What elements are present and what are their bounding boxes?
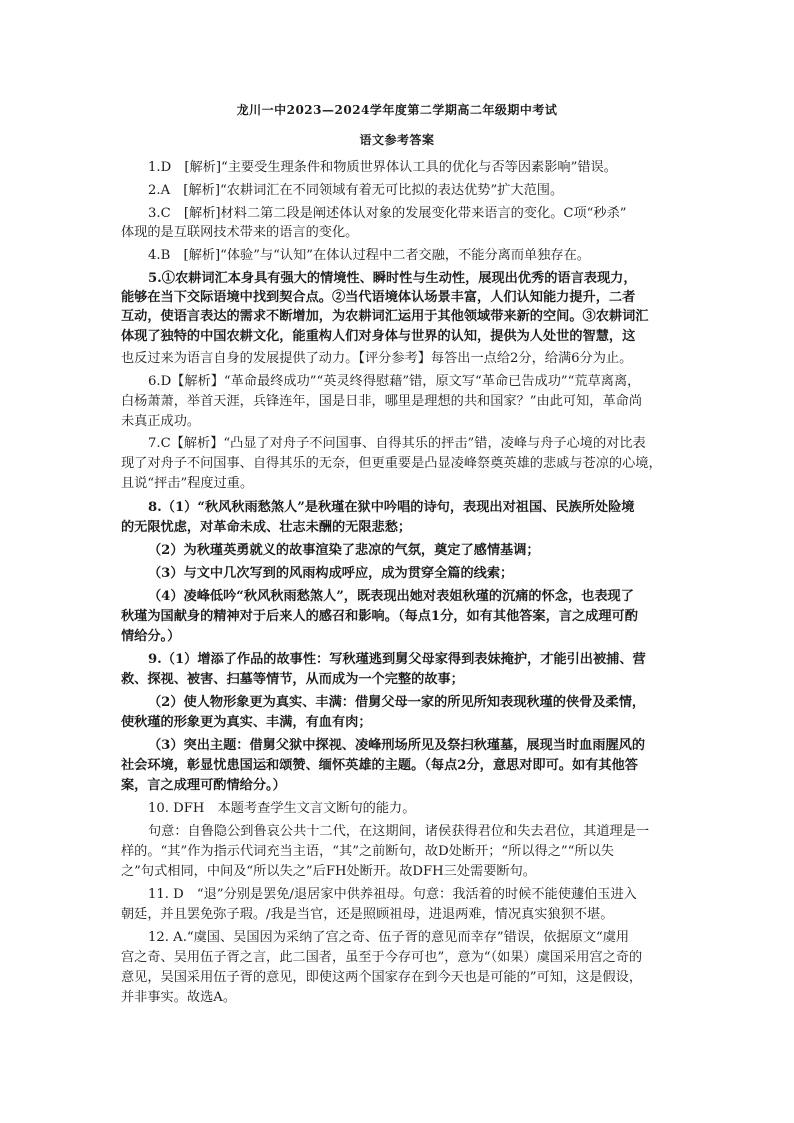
answer-8-point-4: （4）凌峰低吟“秋风秋雨愁煞人”，既表现出她对表姐秋瑾的沉痛的怀念，也表现了: [148, 589, 634, 604]
answer-8: 8.（1）“秋风秋雨愁煞人”是秋瑾在狱中吟唱的诗句，表现出对祖国、民族所处险境: [148, 500, 635, 515]
answer-9-cont: 使秋瑾的形象更为真实、丰满，有血有肉；: [121, 715, 372, 730]
answer-6: 6.D【解析】“革命最终成功”“英灵终得慰藉”错，原文写“革命已告成功”“荒草离离，: [148, 374, 641, 389]
page-subtitle: 语文参考答案: [359, 133, 435, 147]
answer-5-cont: 能够在当下交际语境中找到契合点。②当代语境体认场景丰富，人们认知能力提升，二者: [121, 290, 636, 305]
answer-12: 12. A.“虞国、吴国因为采纳了宫之奇、伍子胥的意见而幸存”错误，依据原文“虞用: [148, 930, 630, 945]
answer-9-point-3: （3）突出主题：借舅父狱中探视、凌峰刑场所见及祭扫秋瑾墓，展现当时血雨腥风的: [148, 738, 646, 753]
answer-10-cont: 样的。“其”作为指示代词充当主语，“其”之前断句，故D处断开；“所以得之”“所以失: [121, 844, 614, 859]
answer-11-cont: 朝廷，并且罢免弥子瑕。/我是当官，还是照顾祖母，进退两难，情况真实狼狈不堪。: [121, 907, 614, 922]
answer-8-cont: 情给分。）: [121, 629, 181, 644]
answer-10-cont: 之”句式相同，中间及“所以失之”后FH处断开。故DFH三处需要断句。: [121, 864, 536, 879]
answer-5-cont: 体现了独特的中国农耕文化，能重构人们对身体与世界的认知，提供为人处世的智慧，这: [121, 329, 636, 344]
answer-5-scoring: 也反过来为语言自身的发展提供了动力。【评分参考】每答出一点给2分，给满6分为止。: [121, 351, 633, 366]
answer-8-cont: 的无限忧虑，对革命未成、壮志未酬的无限悲愁；: [121, 520, 412, 535]
answer-3: 3.C [解析]材料二第二段是阐述体认对象的发展变化带来语言的变化。C项“秒杀”: [148, 206, 627, 221]
answer-9-point-2: （2）使人物形象更为真实、丰满：借舅父母一家的所见所知表现秋瑾的侠骨及柔情，: [148, 695, 646, 710]
answer-9: 9.（1）增添了作品的故事性：写秋瑾逃到舅父母家得到表妹掩护，才能引出被捕、营: [148, 652, 646, 667]
answer-5-cont: 互动，使语言表达的需求不断增加，为农耕词汇运用于其他领域带来新的空间。③农耕词汇: [121, 309, 649, 324]
page-title: 龙川一中2023—2024学年度第二学期高二年级期中考试: [236, 103, 558, 117]
answer-9-cont: 救、探视、被害、扫墓等情节，从而成为一个完整的故事；: [121, 672, 464, 687]
answer-12-cont: 并非事实。故选A。: [121, 990, 237, 1005]
answer-9-cont: 社会环境，彰显忧患国运和颂赞、缅怀英雄的主题。（每点2分，意思对即可。如有其他答: [121, 758, 638, 773]
answer-9-cont: 案，言之成理可酌情给分。）: [121, 778, 286, 793]
answer-2: 2.A [解析]“农耕词汇在不同领域有着无可比拟的表达优势”扩大范围。: [148, 183, 564, 198]
answer-6-cont: 未真正成功。: [121, 414, 201, 429]
answer-8-cont: 秋瑾为国献身的精神对于后来人的感召和影响。（每点1分，如有其他答案，言之成理可酌: [121, 609, 638, 624]
answer-10: 10. DFH 本题考查学生文言文断句的能力。: [148, 801, 416, 816]
answer-7-cont: 现了对舟子不问国事、自得其乐的无奈，但更重要是凸显凌峰祭奠英雄的悲戚与苍凉的心境，: [121, 456, 662, 471]
answer-12-cont: 宫之奇、吴用伍子胥之言，此二国者，虽至于今存可也”，意为“（如果）虞国采用宫之奇的: [121, 950, 643, 965]
answer-5: 5.①农耕词汇本身具有强大的情境性、瞬时性与生动性，展现出优秀的语言表现力，: [148, 271, 637, 286]
answer-8-point-3: （3）与文中几次写到的风雨构成呼应，成为贯穿全篇的线索；: [148, 566, 514, 581]
answer-7-cont: 且说“抨击”程度过重。: [121, 476, 254, 491]
answer-3-cont: 体现的是互联网技术带来的语言的变化。: [121, 225, 359, 240]
answer-8-point-2: （2）为秋瑾英勇就义的故事渲染了悲凉的气氛，奠定了感情基调；: [148, 543, 540, 558]
answer-1: 1.D [解析]“主要受生理条件和物质世界体认工具的优化与否等因素影响”错误。: [148, 160, 617, 175]
answer-7: 7.C【解析】“凸显了对舟子不问国事、自得其乐的抨击”错，凌峰与舟子心境的对比表: [148, 436, 646, 451]
answer-6-cont: 白杨萧萧，举首天涯，兵锋连年，国是日非，哪里是理想的共和国家？”由此可知，革命尚: [121, 394, 643, 409]
answer-12-cont: 意见，吴国采用伍子胥的意见，即使这两个国家存在到今天也是可能的”可知，这是假设，: [121, 970, 643, 985]
answer-10-explanation: 句意：自鲁隐公到鲁哀公共十二代，在这期间，诸侯获得君位和失去君位，其道理是一: [148, 824, 650, 839]
answer-11: 11. D “退”分别是罢免/退居家中供养祖母。句意：我活着的时候不能使蘧伯玉进入: [148, 887, 637, 902]
answer-4: 4.B [解析]“体验”与“认知”在体认过程中二者交融，不能分离而单独存在。: [148, 248, 590, 263]
